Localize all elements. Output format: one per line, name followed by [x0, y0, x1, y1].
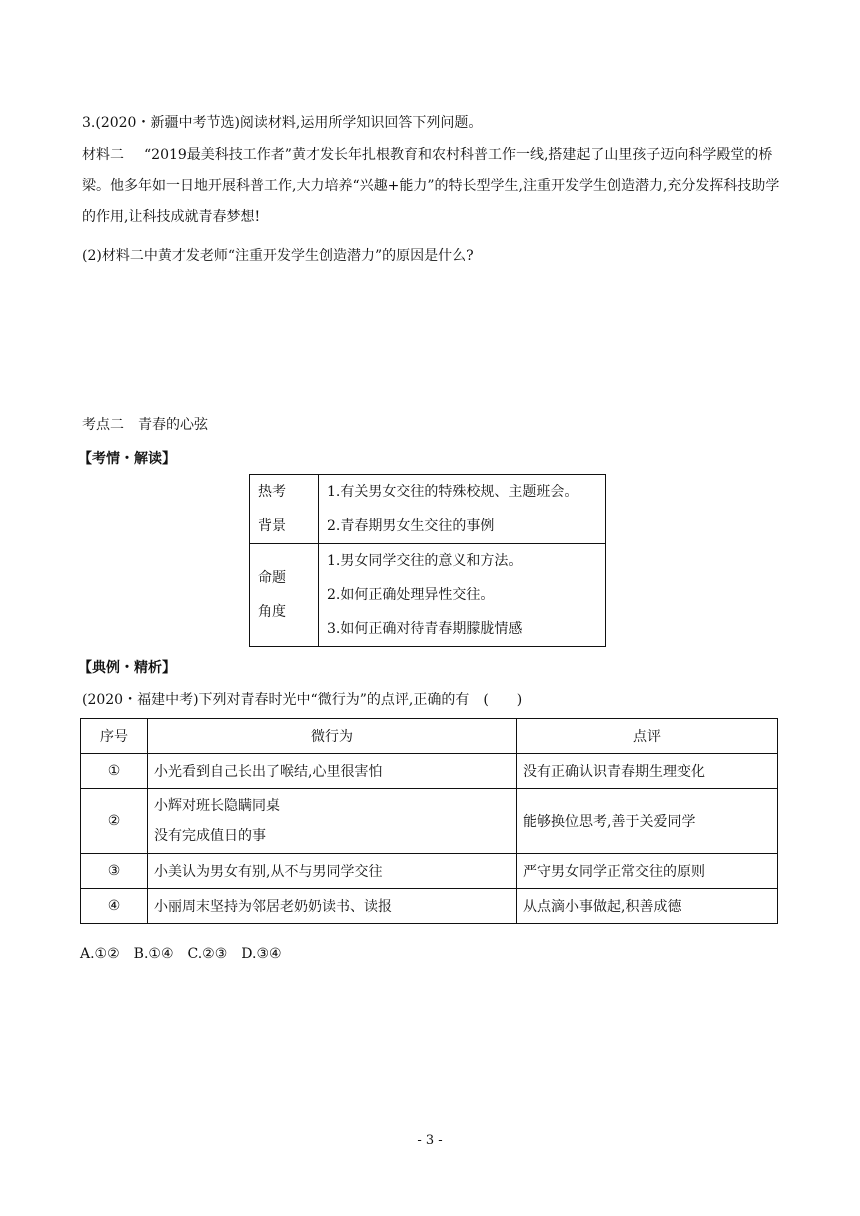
example-question: (2020・福建中考)下列对青春时光中“微行为”的点评,正确的有 ( ) [82, 692, 523, 708]
header-comment: 点评 [517, 719, 778, 754]
table-row [250, 475, 606, 544]
table-row: ③ 小美认为男女有别,从不与男同学交往 严守男女同学正常交往的原则 [81, 854, 778, 889]
example-heading: 【典例・精析】 [78, 660, 176, 676]
page-number: - 3 - [417, 1133, 443, 1148]
question-3-header: 3.(2020・新疆中考节选)阅读材料,运用所学知识回答下列问题。 [82, 115, 483, 131]
table-row: ① 小光看到自己长出了喉结,心里很害怕 没有正确认识青春期生理变化 [81, 754, 778, 789]
answer-options: A.①② B.①④ C.②③ D.③④ [80, 946, 282, 962]
row2-values: 1.男女同学交往的意义和方法。 2.如何正确处理异性交往。 3.如何正确对待青春期朦胧情感 [319, 544, 606, 647]
header-number: 序号 [81, 719, 148, 754]
table-row: ④ 小丽周末坚持为邻居老奶奶读书、读报 从点滴小事做起,积善成德 [81, 889, 778, 924]
table-row [250, 544, 606, 647]
table-header-row [81, 719, 778, 754]
row2-key: 命题 角度 [250, 544, 319, 647]
material-two [82, 140, 782, 233]
exam-heading: 【考情・解读】 [78, 451, 176, 467]
material-label: 材料二 [82, 147, 124, 163]
row1-key: 热考 背景 [250, 475, 319, 544]
table-row: ② 小辉对班长隐瞒同桌 没有完成值日的事 能够换位思考,善于关爱同学 [81, 789, 778, 854]
header-behavior: 微行为 [148, 719, 517, 754]
row1-values: 1.有关男女交往的特殊校规、主题班会。 2.青春期男女生交往的事例 [319, 475, 606, 544]
section-title: 考点二 青春的心弦 [82, 417, 208, 433]
example-table [80, 718, 778, 924]
exam-info-table [249, 474, 606, 647]
sub-question-2: (2)材料二中黄才发老师“注重开发学生创造潜力”的原因是什么? [82, 248, 474, 264]
material-text: “2019最美科技工作者”黄才发长年扎根教育和农村科普工作一线,搭建起了山里孩子迈向科学殿堂的桥梁。他多年如一日地开展科普工作,大力培养“兴趣+能力”的特长型学生,注重开发学生创造潜力,充分发挥科技助学的作用,让科技成就青春梦想! [82, 147, 780, 225]
